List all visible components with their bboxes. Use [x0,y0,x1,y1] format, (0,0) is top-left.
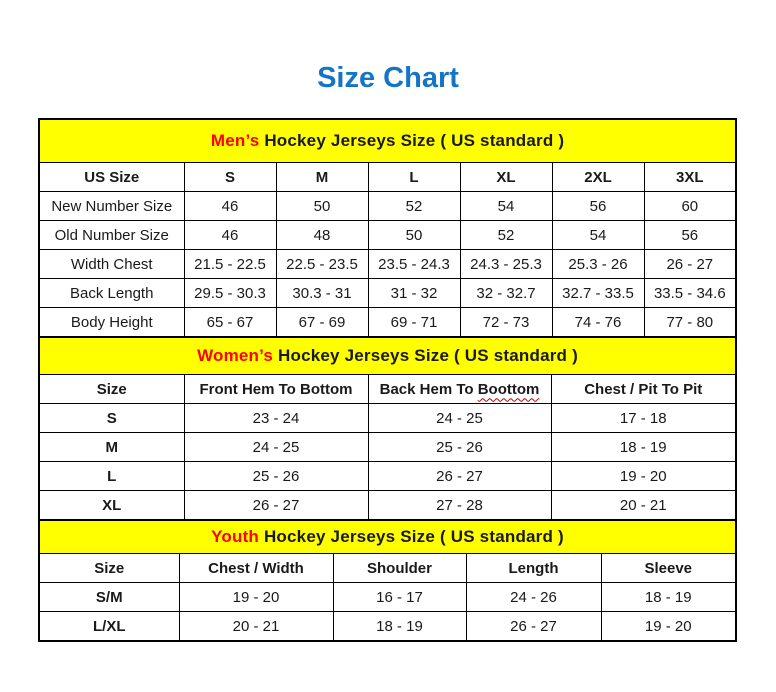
column-header: Front Hem To Bottom [184,375,368,404]
womens-section-prefix: Women’s [197,346,274,365]
size-value-cell: 25 - 26 [184,462,368,491]
size-value-cell: 20 - 21 [551,491,736,521]
size-value-cell: 23.5 - 24.3 [368,250,460,279]
size-tables-container [38,118,735,642]
womens-section-band [39,337,736,375]
row-label: S/M [39,583,179,612]
column-header: Sleeve [601,554,736,583]
mens-section-title [39,119,736,163]
size-value-cell: 32 - 32.7 [460,279,552,308]
size-value-cell: 25 - 26 [368,433,551,462]
column-header: Length [466,554,601,583]
row-label: S [39,404,184,433]
column-header-text: Back Hem To [379,380,478,398]
mens-section-rest: Hockey Jerseys Size ( US standard ) [259,131,565,150]
table-row [39,462,736,491]
column-header: US Size [39,163,184,192]
size-value-cell: 18 - 19 [551,433,736,462]
size-value-cell: 19 - 20 [551,462,736,491]
column-header: 3XL [644,163,736,192]
row-label: Back Length [39,279,184,308]
column-header: Shoulder [333,554,466,583]
size-value-cell: 77 - 80 [644,308,736,338]
size-value-cell: 67 - 69 [276,308,368,338]
size-value-cell: 24 - 25 [368,404,551,433]
column-header: Chest / Pit To Pit [551,375,736,404]
size-value-cell: 33.5 - 34.6 [644,279,736,308]
size-value-cell: 29.5 - 30.3 [184,279,276,308]
size-value-cell: 17 - 18 [551,404,736,433]
column-header: Size [39,375,184,404]
row-label: L [39,462,184,491]
size-value-cell: 23 - 24 [184,404,368,433]
column-header: XL [460,163,552,192]
size-value-cell: 50 [368,221,460,250]
size-value-cell: 50 [276,192,368,221]
youth-section-band [39,520,736,554]
youth-header-row [39,554,736,583]
column-header: S [184,163,276,192]
mens-header-row [39,163,736,192]
size-value-cell: 48 [276,221,368,250]
column-header: M [276,163,368,192]
size-value-cell: 21.5 - 22.5 [184,250,276,279]
table-row [39,250,736,279]
size-value-cell: 72 - 73 [460,308,552,338]
womens-section-rest: Hockey Jerseys Size ( US standard ) [273,346,578,365]
size-value-cell: 26 - 27 [644,250,736,279]
size-value-cell: 56 [552,192,644,221]
table-row [39,308,736,338]
youth-section-prefix: Youth [211,527,260,546]
womens-section-title [39,337,736,375]
column-header: Size [39,554,179,583]
size-value-cell: 65 - 67 [184,308,276,338]
youth-size-table [38,519,737,642]
mens-section-band [39,119,736,163]
size-value-cell: 26 - 27 [184,491,368,521]
table-row [39,221,736,250]
size-value-cell: 31 - 32 [368,279,460,308]
size-value-cell: 30.3 - 31 [276,279,368,308]
size-value-cell: 54 [552,221,644,250]
size-value-cell: 26 - 27 [368,462,551,491]
size-value-cell: 60 [644,192,736,221]
table-row [39,491,736,521]
table-row [39,192,736,221]
size-value-cell: 24 - 26 [466,583,601,612]
column-header-with-spellcheck [368,375,551,404]
column-header: Chest / Width [179,554,333,583]
womens-header-row [39,375,736,404]
size-value-cell: 22.5 - 23.5 [276,250,368,279]
size-value-cell: 20 - 21 [179,612,333,642]
youth-section-rest: Hockey Jerseys Size ( US standard ) [259,527,564,546]
womens-size-table [38,336,737,521]
size-value-cell: 46 [184,221,276,250]
table-row [39,279,736,308]
table-row [39,612,736,642]
size-value-cell: 24 - 25 [184,433,368,462]
table-row [39,404,736,433]
size-value-cell: 26 - 27 [466,612,601,642]
row-label: XL [39,491,184,521]
size-value-cell: 16 - 17 [333,583,466,612]
row-label: New Number Size [39,192,184,221]
size-value-cell: 56 [644,221,736,250]
size-value-cell: 54 [460,192,552,221]
size-value-cell: 32.7 - 33.5 [552,279,644,308]
table-row [39,583,736,612]
size-value-cell: 69 - 71 [368,308,460,338]
youth-section-title [39,520,736,554]
size-value-cell: 19 - 20 [601,612,736,642]
size-value-cell: 19 - 20 [179,583,333,612]
column-header: 2XL [552,163,644,192]
page-title: Size Chart [317,62,459,94]
row-label: Body Height [39,308,184,338]
size-value-cell: 24.3 - 25.3 [460,250,552,279]
size-value-cell: 52 [460,221,552,250]
row-label: Width Chest [39,250,184,279]
row-label: L/XL [39,612,179,642]
row-label: M [39,433,184,462]
misspelled-word: Boottom [477,380,540,398]
mens-section-prefix: Men’s [210,131,260,150]
column-header: L [368,163,460,192]
size-value-cell: 18 - 19 [601,583,736,612]
size-value-cell: 52 [368,192,460,221]
size-value-cell: 74 - 76 [552,308,644,338]
size-value-cell: 25.3 - 26 [552,250,644,279]
mens-size-table [38,118,737,338]
size-value-cell: 18 - 19 [333,612,466,642]
size-value-cell: 27 - 28 [368,491,551,521]
size-value-cell: 46 [184,192,276,221]
table-row [39,433,736,462]
row-label: Old Number Size [39,221,184,250]
